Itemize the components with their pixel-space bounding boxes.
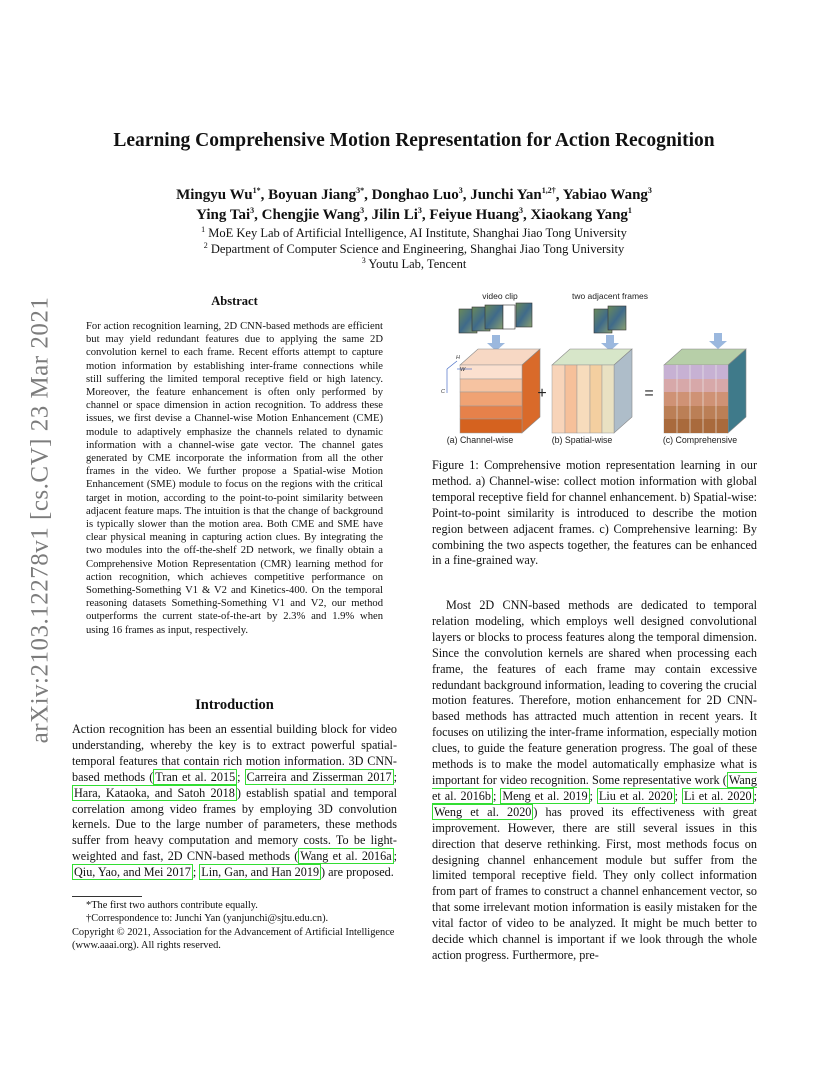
subfigure-c-label: (c) Comprehensive xyxy=(662,435,738,445)
author-name: Mingyu Wu xyxy=(176,187,253,203)
citation-link[interactable]: Weng et al. 2020 xyxy=(434,804,532,819)
author-affiliation-mark: 3 xyxy=(647,186,652,195)
footnote-correspondence: †Correspondence to: Junchi Yan (yanjunchi@sjtu.edu.cn). xyxy=(86,913,329,925)
author-affiliation-mark: 3 xyxy=(360,206,365,215)
text-run: ; xyxy=(393,769,397,784)
channel-wise-cube xyxy=(460,349,540,433)
author-line-1: Mingyu $Wu^{1*}$, Boyuan Jiang$^{3*}$, Donghao Luo$^3$, Junchi Yan$^{1,2\dagger}$, Yabiao Wang$^3$ xyxy=(176,186,652,203)
text-run: ; xyxy=(237,769,245,784)
footnote-rule xyxy=(72,896,142,897)
author-name: Jilin Li xyxy=(371,207,418,223)
author-affiliation-mark: 3 xyxy=(417,206,422,215)
text-run: Most 2D CNN-based methods are dedicated to temporal relation modeling, which employs well designed convolutional layers or blocks to process features along the temporal dimension. Since the convolution kernels are shared when processing each frame, the features of each frame may contain excessive redundant background information, leading to covering the crucial motion features. Therefore, motion enhancement for 2D CNN-based methods has attracted much attention in recent years. It focuses on utilizing the inter-frame information, especially motion clues, to guide the feature generation progress. The goal of these methods is to make the model automatically emphasize what is important for video recognition. Some representative work ( xyxy=(432,598,757,787)
author-affiliation-mark: 1* xyxy=(252,186,261,195)
author-affiliation-mark: 3 xyxy=(519,206,524,215)
author-name: Chengjie Wang xyxy=(261,207,361,223)
citation-link[interactable]: Tran et al. 2015 xyxy=(155,769,236,784)
text-run: Action recognition has been an essential building block for video understanding, whereby the key is to extract powerful spatial-temporal features that contain rich motion information. 3D CNN-based methods ( xyxy=(72,722,397,784)
subfigure-a-label: (a) Channel-wise xyxy=(446,435,514,445)
citation-link[interactable]: Wang et al. 2016a xyxy=(300,849,392,864)
subfigure-b-label: (b) Spatial-wise xyxy=(551,435,613,445)
author-affiliation-mark: 3* xyxy=(356,186,365,195)
abstract-heading: Abstract xyxy=(211,294,258,308)
introduction-paragraph xyxy=(72,722,397,881)
copyright-notice: Copyright © 2021, Association for the Advancement of Artificial Intelligence (www.aaai.org). All rights reserved. xyxy=(72,926,395,951)
citation-link[interactable]: Carreira and Zisserman 2017 xyxy=(246,769,392,784)
abstract-text: For action recognition learning, 2D CNN-based methods are efficient but may yield redundant features due to applying the same 2D convolution kernel to each frame. Recent efforts attempt to capture motion information by establishing inter-frame connections while still suffering the limited temporal receptive field or high latency. Moreover, the feature enhancement is often only performed by channel or space dimension in action recognition. To address these issues, we first devise a Channel-wise Motion Enhancement (CME) module to adaptively emphasize the channels related to dynamic information with a channel-wise gate vector. The channel gates generated by CME incorporate the information from all the other frames in the video. We further propose a Spatial-wise Motion Enhancement (SME) module to focus on the regions with the critical target in motion, according to the point-to-point similarity between adjacent feature maps. The intuition is that the change of background is typically slower than the motion area. Both CME and SME have clear physical meaning in capturing action clues. By integrating the two modules into the off-the-shelf 2D network, we finally obtain a Comprehensive Motion Representation (CMR) learning method for action recognition, which achieves competitive performance on Something-Something V1 & V2 and Kinetics-400. On the temporal reasoning datasets Something-Something V1 and V2, our method outperforms the current state-of-the-art by 2.3% and 1.9% when using 16 frames as input, respectively. xyxy=(86,321,383,636)
arrow-down-b xyxy=(601,335,619,351)
author-name: Donghao Luo xyxy=(371,187,459,203)
author-list xyxy=(0,185,828,225)
citation-link[interactable]: Qiu, Yao, and Mei 2017 xyxy=(74,865,191,880)
author-affiliation-mark: 3 xyxy=(458,186,463,195)
text-run: ; xyxy=(393,849,397,864)
text-run: ; xyxy=(192,865,200,880)
svg-text:W: W xyxy=(460,367,466,373)
citation-link[interactable]: Hara, Kataoka, and Satoh 2018 xyxy=(74,785,235,800)
video-clip-frames xyxy=(459,303,532,333)
footnotes xyxy=(72,899,397,952)
citation-link[interactable]: Liu et al. 2020 xyxy=(598,788,673,803)
introduction-heading: Introduction xyxy=(195,697,274,713)
svg-text:C: C xyxy=(441,389,445,395)
affiliation-line: $^2$ Department of Computer Science and Engineering, Shanghai Jiao Tong University xyxy=(203,240,625,256)
text-run: ; xyxy=(589,788,597,803)
equals-sign: = xyxy=(644,385,654,402)
comprehensive-cube xyxy=(664,349,746,433)
arxiv-identifier: arXiv:2103.12278v1 [cs.CV] 23 Mar 2021 xyxy=(26,296,54,744)
figure-1-caption: Figure 1: Comprehensive motion representation learning in our method. a) Channel-wise: collect motion information with global temporal receptive field for channel enhancement. b) Spatial-wise: Point-to-point similarity is introduced to describe the motion region between adjacent frames. c) Comprehensive learning: By combining the two aspects together, the features can be enhanced in a fine-grained way. xyxy=(432,458,757,568)
author-name: Xiaokang Yang xyxy=(530,207,628,223)
citation-link[interactable]: Wang et al. 2016b xyxy=(432,772,757,803)
label-video-clip: video clip xyxy=(482,291,518,301)
svg-text:H: H xyxy=(456,355,460,361)
author-line-2: Ying Tai$^3$, Chengjie Wang$^3$, Jilin Li$^3$, Feiyue Huang$^3$, Xiaokang Yang$^1$ xyxy=(196,206,632,223)
figure-1 xyxy=(432,285,762,450)
citation-link[interactable]: Meng et al. 2019 xyxy=(502,788,588,803)
plus-sign: + xyxy=(537,385,547,402)
author-affiliation-mark: 1 xyxy=(627,206,632,215)
text-run: ) has proved its effectiveness with great improvement. However, there are still several issues in this direction that deserve rethinking. First, most methods focus on designing channel enhancement module but suffer from the limited temporal receptive field. They only collect information from part of frames to construct a channel enhancement vector, so that some irrelevant motion information is easily mistaken for the vital factor of video to be analyzed. It might be much better to decide which channel is important if we look through the whole action progress. Furthermore, pre- xyxy=(432,804,758,962)
arrow-down-a xyxy=(487,335,505,351)
text-run: ; xyxy=(492,788,501,803)
citation-link[interactable]: Lin, Gan, and Han 2019 xyxy=(201,865,320,880)
affiliations xyxy=(0,226,828,273)
text-run: ; xyxy=(753,788,758,803)
label-two-adjacent-frames: two adjacent frames xyxy=(571,291,649,301)
citation-link[interactable]: Li et al. 2020 xyxy=(683,788,752,803)
text-run: ) are proposed. xyxy=(321,865,394,880)
affiliation-line: $^3$ Youtu Lab, Tencent xyxy=(361,255,467,271)
author-affiliation-mark: 3 xyxy=(250,206,255,215)
spatial-wise-cube xyxy=(552,349,632,433)
arrow-down-c xyxy=(709,333,727,349)
text-run: ; xyxy=(674,788,682,803)
author-name: Feiyue Huang xyxy=(429,207,520,223)
author-name: Junchi Yan xyxy=(470,187,542,203)
text-run: ) establish spatial and temporal correlation among video frames by employing 3D convolution kernels. Due to the large number of parameters, these methods suffer from heavy computation and memory costs. To be light-weighted and fast, 2D CNN-based methods ( xyxy=(72,785,398,864)
affiliation-line: $^1$ MoE Key Lab of Artificial Intelligence, AI Institute, Shanghai Jiao Tong University xyxy=(201,224,627,240)
author-name: Yabiao Wang xyxy=(562,187,648,203)
right-column-paragraph xyxy=(432,598,757,964)
author-affiliation-mark: 1,2† xyxy=(541,186,556,195)
author-name: Boyuan Jiang xyxy=(268,187,357,203)
footnote-equal-contribution: *The first two authors contribute equally. xyxy=(86,900,258,911)
paper-title: Learning Comprehensive Motion Representation for Action Recognition xyxy=(113,130,715,151)
author-name: Ying Tai xyxy=(196,207,251,223)
adjacent-frames xyxy=(594,306,626,333)
